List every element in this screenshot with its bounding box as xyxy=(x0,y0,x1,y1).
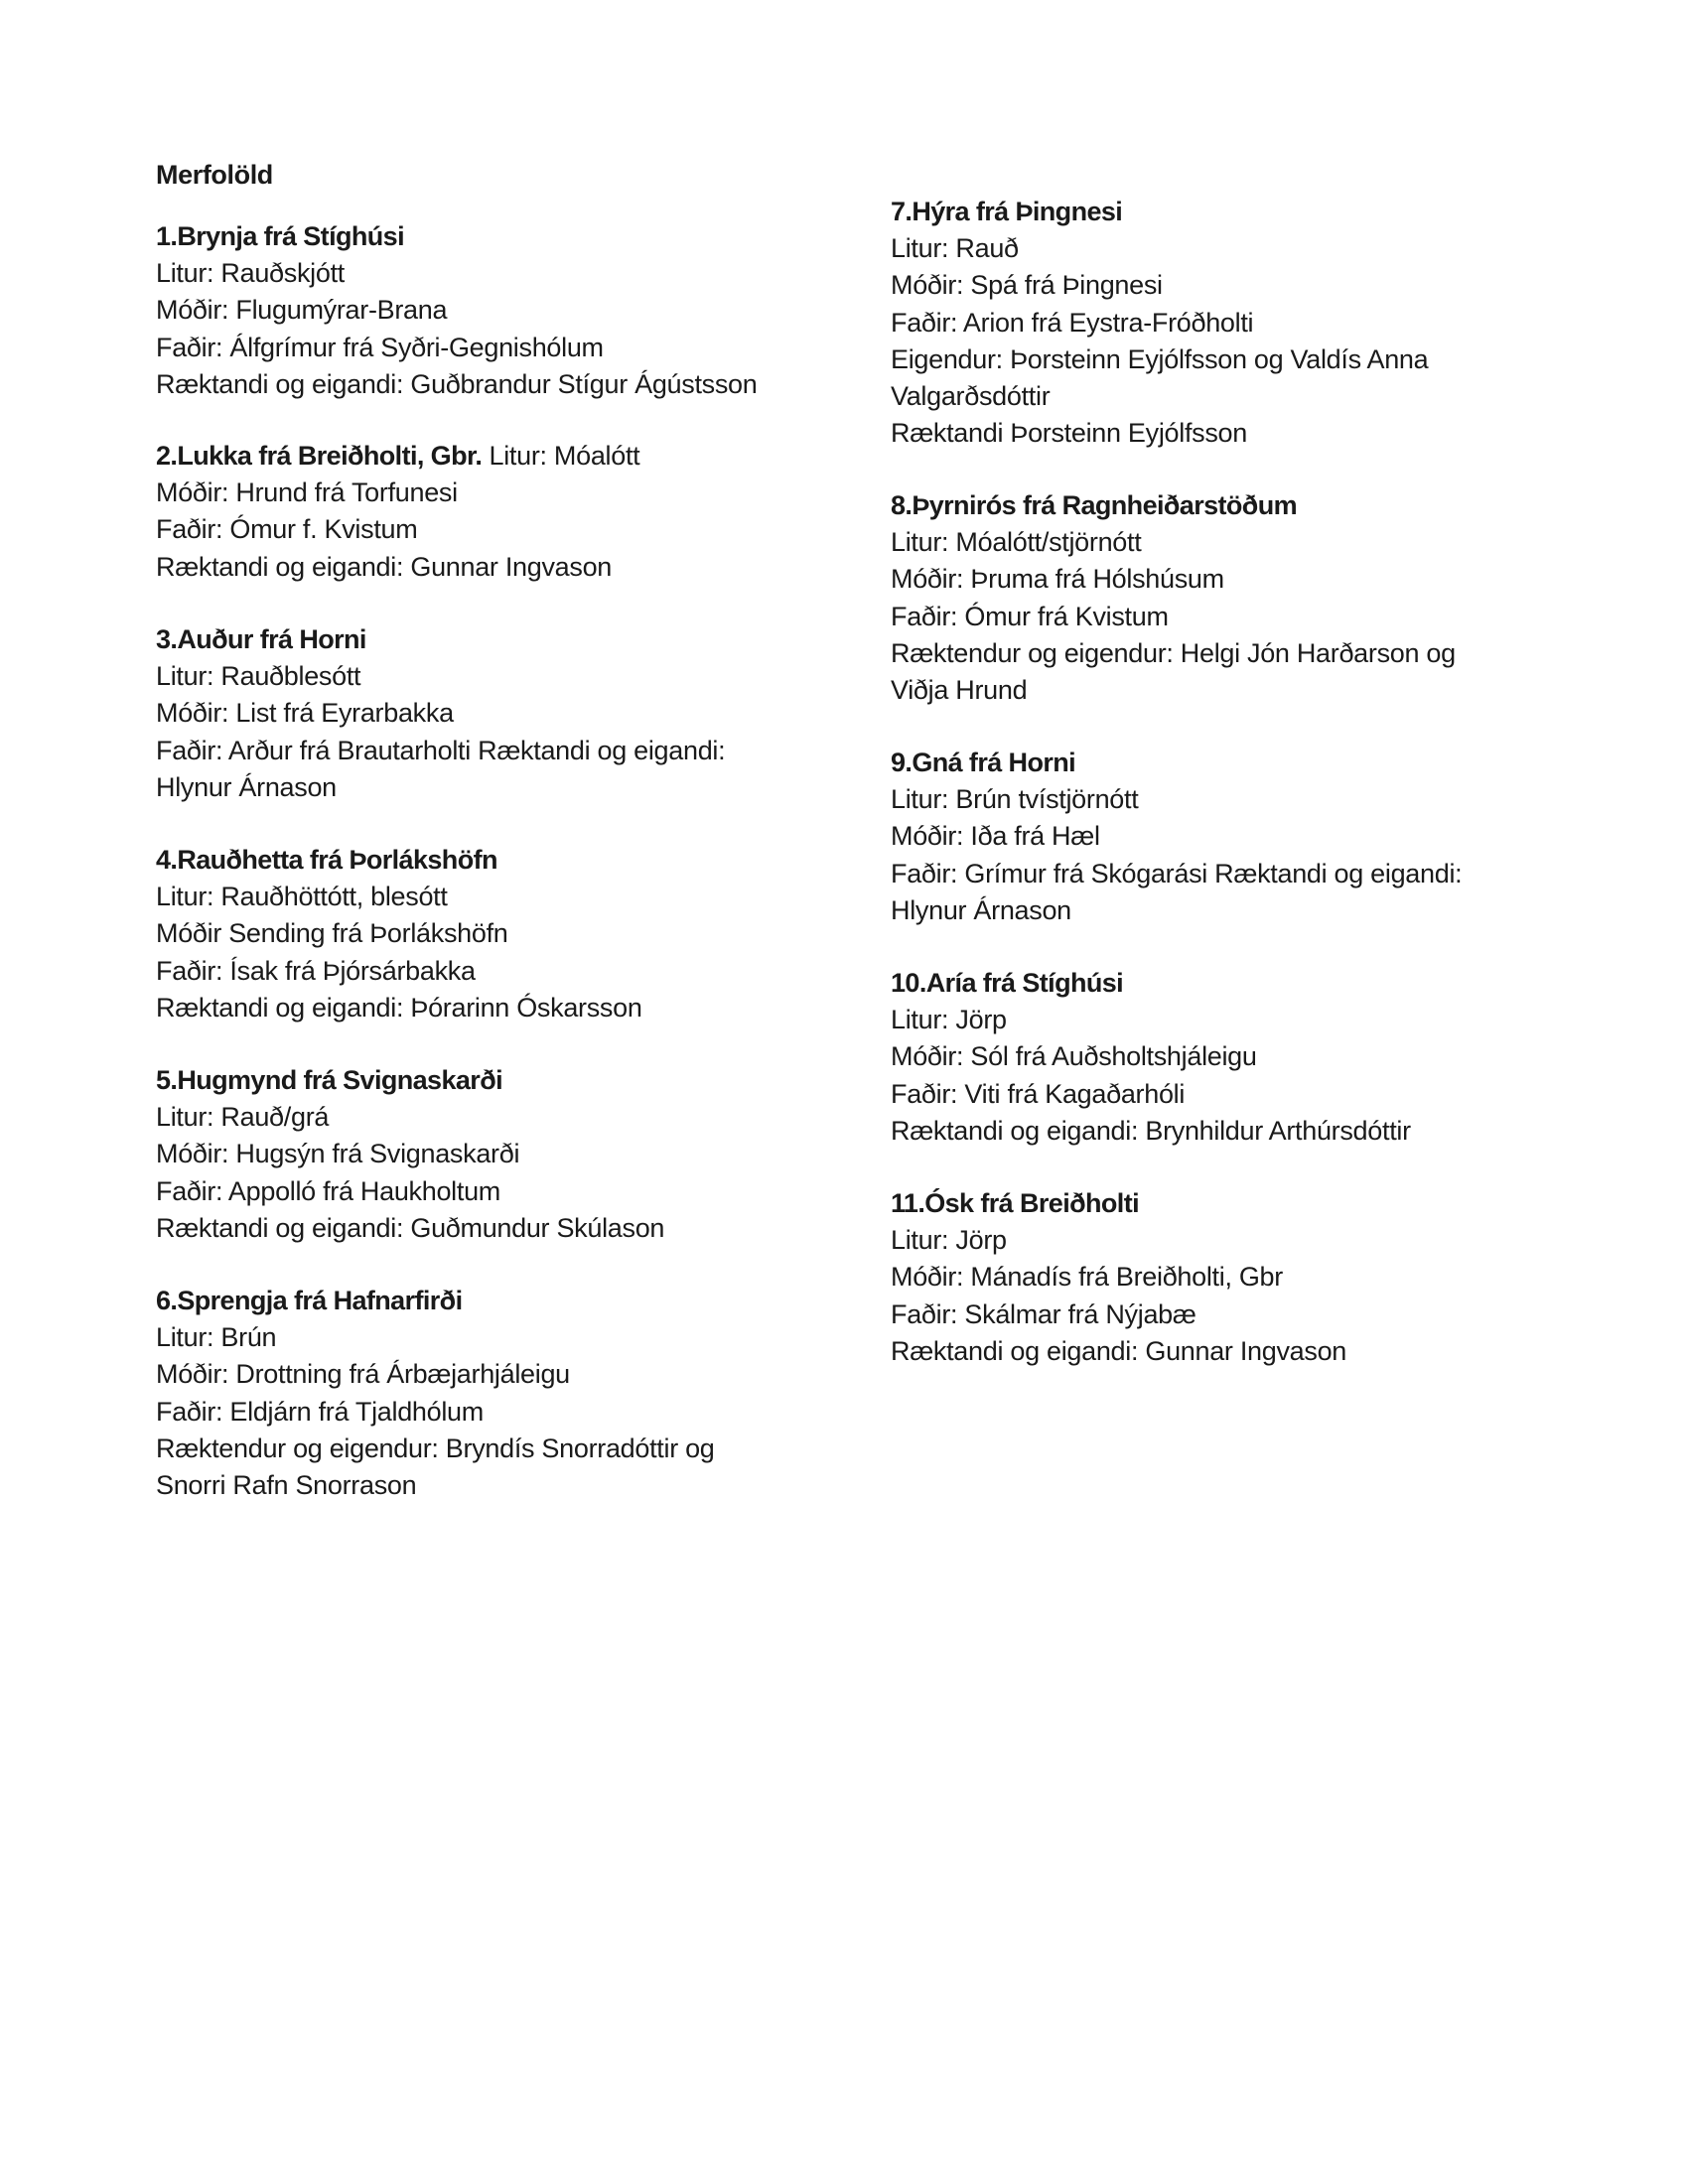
horse-entry xyxy=(156,438,851,586)
entry-line: Litur: Rauð xyxy=(891,233,1019,264)
entry-line: Valgarðsdóttir xyxy=(891,381,1051,412)
entry-line: Snorri Rafn Snorrason xyxy=(156,1470,417,1501)
entry-title: 11.Ósk frá Breiðholti xyxy=(891,1188,1139,1218)
entry-line: Faðir: Appolló frá Haukholtum xyxy=(156,1175,500,1206)
entry-line: Móðir: List frá Eyrarbakka xyxy=(156,698,454,729)
entry-line: Litur: Rauðhöttótt, blesótt xyxy=(156,882,448,912)
entry-line: Ræktandi og eigandi: Þórarinn Óskarsson xyxy=(156,992,642,1023)
entry-line: Móðir: Hrund frá Torfunesi xyxy=(156,478,458,508)
horse-entry xyxy=(156,1062,851,1247)
entry-line: Viðja Hrund xyxy=(891,675,1028,706)
entry-line: Móðir: Drottning frá Árbæjarhjáleigu xyxy=(156,1359,570,1390)
entry-line: Hlynur Árnason xyxy=(891,894,1071,925)
entry-line: Ræktandi og eigandi: Brynhildur Arthúrsdóttir xyxy=(891,1115,1411,1146)
entry-line: Ræktandi og eigandi: Guðmundur Skúlason xyxy=(156,1212,665,1243)
entry-title: 10.Aría frá Stíghúsi xyxy=(891,968,1124,998)
entry-line: Móðir Sending frá Þorlákshöfn xyxy=(156,918,508,949)
entry-line: Eigendur: Þorsteinn Eyjólfsson og Valdís Anna xyxy=(891,343,1429,374)
horse-entry xyxy=(891,487,1586,709)
entry-line: Faðir: Ómur f. Kvistum xyxy=(156,514,418,545)
entry-line: Faðir: Viti frá Kagaðarhóli xyxy=(891,1078,1186,1109)
entry-line: Litur: Móalótt/stjörnótt xyxy=(891,527,1142,558)
entry-title: 8.Þyrnirós frá Ragnheiðarstöðum xyxy=(891,490,1297,520)
entry-line: Faðir: Arður frá Brautarholti Ræktandi og eigandi: xyxy=(156,735,726,765)
horse-entry xyxy=(156,218,851,403)
entry-title: 6.Sprengja frá Hafnarfirði xyxy=(156,1286,463,1315)
entry-title-line xyxy=(156,438,851,475)
entry-title: 1.Brynja frá Stíghúsi xyxy=(156,221,404,251)
entry-line: Móðir: Spá frá Þingnesi xyxy=(891,270,1163,301)
horse-entry xyxy=(156,621,851,806)
entry-line: Móðir: Hugsýn frá Svignaskarði xyxy=(156,1139,520,1169)
horse-entry xyxy=(891,965,1586,1150)
entry-line: Ræktandi og eigandi: Guðbrandur Stígur Ágústsson xyxy=(156,368,758,399)
entry-line: Ræktendur og eigendur: Bryndís Snorradóttir og xyxy=(156,1433,715,1463)
entry-title: 2.Lukka frá Breiðholti, Gbr. xyxy=(156,441,483,471)
entry-line: Faðir: Skálmar frá Nýjabæ xyxy=(891,1298,1196,1329)
entry-line: Ræktandi og eigandi: Gunnar Ingvason xyxy=(891,1335,1347,1366)
horse-entry xyxy=(891,745,1586,929)
entry-title: 5.Hugmynd frá Svignaskarði xyxy=(156,1065,503,1095)
entry-line: Litur: Rauð/grá xyxy=(156,1102,330,1133)
entry-line: Litur: Brún xyxy=(156,1322,277,1353)
horse-entry xyxy=(891,194,1586,452)
entry-line: Litur: Rauðblesótt xyxy=(156,661,361,692)
entry-line: Móðir: Þruma frá Hólshúsum xyxy=(891,564,1224,595)
entry-line: Móðir: Mánadís frá Breiðholti, Gbr xyxy=(891,1262,1283,1293)
entry-title: 4.Rauðhetta frá Þorlákshöfn xyxy=(156,845,497,875)
entry-line: Ræktendur og eigendur: Helgi Jón Harðarson og xyxy=(891,637,1456,668)
entry-line: Hlynur Árnason xyxy=(156,771,337,802)
entry-title: 7.Hýra frá Þingnesi xyxy=(891,197,1123,226)
page-heading: Merfolöld xyxy=(156,160,273,190)
entry-line: Faðir: Ísak frá Þjórsárbakka xyxy=(156,955,476,986)
entry-title: 9.Gná frá Horni xyxy=(891,748,1076,777)
entry-line: Litur: Brún tvístjörnótt xyxy=(891,784,1139,815)
entry-line: Ræktandi og eigandi: Gunnar Ingvason xyxy=(156,551,613,582)
entry-line: Faðir: Grímur frá Skógarási Ræktandi og eigandi: xyxy=(891,858,1463,888)
entry-title: 3.Auður frá Horni xyxy=(156,624,366,654)
entry-line: Litur: Jörp xyxy=(891,1005,1007,1035)
entry-line: Litur: Rauðskjótt xyxy=(156,258,345,289)
horse-entry xyxy=(156,1283,851,1504)
entry-line: Móðir: Flugumýrar-Brana xyxy=(156,295,448,326)
entry-line: Ræktandi Þorsteinn Eyjólfsson xyxy=(891,418,1247,449)
entry-line: Litur: Jörp xyxy=(891,1225,1007,1256)
entry-line: Móðir: Iða frá Hæl xyxy=(891,821,1100,852)
horse-entry xyxy=(156,842,851,1026)
entry-line: Móðir: Sól frá Auðsholtshjáleigu xyxy=(891,1041,1257,1072)
entry-title-rest: Litur: Móalótt xyxy=(482,441,640,471)
horse-entry xyxy=(891,1185,1586,1370)
entry-line: Faðir: Ómur frá Kvistum xyxy=(891,601,1169,631)
entry-line: Faðir: Álfgrímur frá Syðri-Gegnishólum xyxy=(156,332,604,362)
entry-line: Faðir: Arion frá Eystra-Fróðholti xyxy=(891,307,1254,338)
entry-line: Faðir: Eldjárn frá Tjaldhólum xyxy=(156,1396,484,1427)
